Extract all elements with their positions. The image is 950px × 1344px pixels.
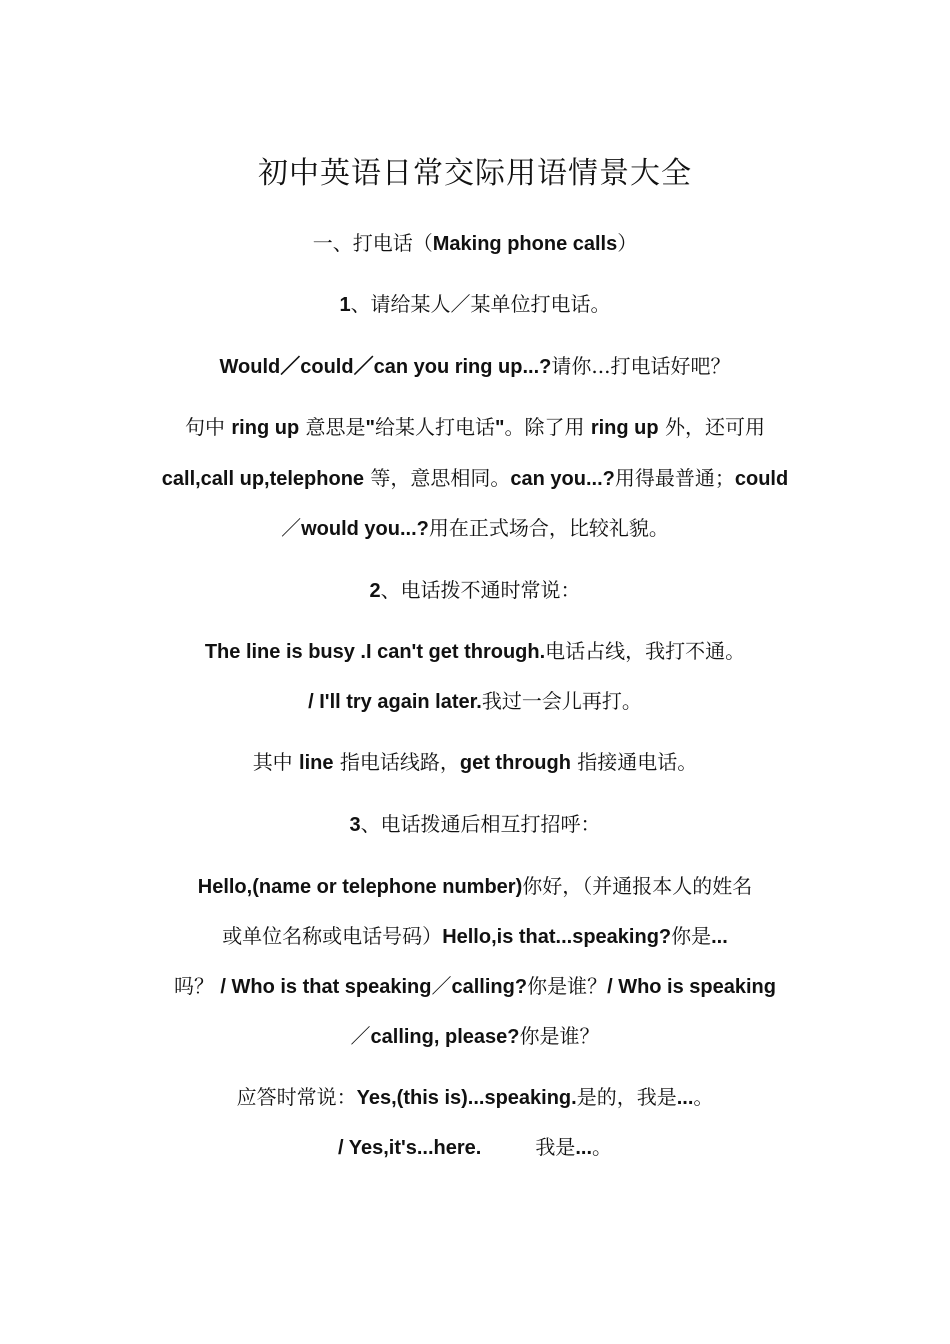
text-run: 。: [592, 1135, 613, 1159]
english-term: line: [299, 752, 334, 774]
text-run: 。除了用: [504, 415, 591, 439]
greeting-line-4: [0, 1022, 950, 1051]
quote-mark: ": [365, 417, 375, 439]
reply-line-1: [0, 1083, 950, 1112]
text-run: 或单位名称或电话号码）: [222, 924, 443, 948]
section-english: Making phone calls: [432, 233, 618, 255]
text-run: 指电话线路，: [333, 750, 460, 774]
point-1-heading: [0, 290, 950, 319]
point-text: 、电话拨不通时常说：: [380, 578, 581, 602]
text-run: 指接通电话。: [570, 750, 698, 774]
english-phrase: calling?: [451, 976, 528, 998]
chinese-meaning: 我是: [535, 1135, 576, 1159]
section-prefix: 一、打电话（: [312, 231, 433, 255]
explanation-line-get-through: [0, 748, 950, 777]
english-phrase: calling, please?: [370, 1026, 520, 1048]
english-term: could: [734, 468, 789, 490]
explanation-line-3: [0, 514, 950, 543]
text-run: 句中: [185, 415, 232, 439]
point-number: 3: [349, 814, 361, 836]
text-run: 吗？: [174, 974, 221, 998]
english-phrase: The line is busy .I can't get through.: [204, 641, 546, 663]
english-phrase: / Who is that speaking: [220, 976, 432, 998]
english-phrase: / Who is speaking: [607, 976, 776, 998]
english-phrase: Would／could／can you ring up...?: [219, 356, 552, 378]
chinese-meaning: 你是谁？: [527, 974, 608, 998]
ellipsis: ...: [575, 1137, 593, 1159]
english-term: ring up: [231, 417, 300, 439]
greeting-line-3: [0, 972, 950, 1001]
chinese-meaning: 请你...打电话好吧？: [551, 354, 731, 378]
ellipsis: ...: [676, 1087, 694, 1109]
text-run: ／: [281, 516, 302, 540]
text-run: 外，还可用: [658, 415, 765, 439]
english-term: would you...?: [301, 518, 429, 540]
phrase-ring-up: [0, 352, 950, 381]
english-phrase: Hello,(name or telephone number): [197, 876, 523, 898]
english-term: get through: [459, 752, 571, 774]
document-title: 初中英语日常交际用语情景大全: [258, 156, 692, 191]
point-3-heading: [0, 810, 950, 839]
english-phrase: Yes,(this is)...speaking.: [356, 1087, 577, 1109]
chinese-meaning: 是的，我是: [576, 1085, 677, 1109]
chinese-meaning: 你好，（并通报本人的姓名: [522, 874, 753, 898]
section-heading-phone-calls: [0, 229, 950, 258]
point-number: 1: [339, 294, 351, 316]
point-number: 2: [369, 580, 381, 602]
phrase-line-busy: [0, 637, 950, 666]
point-text: 、请给某人／某单位打电话。: [350, 292, 611, 316]
greeting-line-2: [0, 922, 950, 951]
text-run: ／: [431, 974, 452, 998]
text-run: ／: [350, 1024, 371, 1048]
text-run: 。: [693, 1085, 714, 1109]
text-run: 给某人打电话: [375, 415, 495, 439]
english-phrase: / Yes,it's...here.: [337, 1137, 482, 1159]
greeting-line-1: [0, 872, 950, 901]
section-suffix: ）: [617, 231, 638, 255]
point-text: 、电话拨通后相互打招呼：: [360, 812, 601, 836]
point-2-heading: [0, 576, 950, 605]
text-run: 应答时常说：: [236, 1085, 357, 1109]
explanation-line-2: [0, 464, 950, 493]
reply-line-2: [0, 1133, 950, 1162]
english-term: can you...?: [510, 468, 615, 490]
chinese-meaning: 你是谁？: [519, 1024, 600, 1048]
chinese-meaning: 我过一会儿再打。: [481, 689, 642, 713]
ellipsis: ...: [711, 926, 728, 948]
english-phrase: Hello,is that...speaking?: [442, 926, 672, 948]
text-run: 用在正式场合，比较礼貌。: [428, 516, 669, 540]
text-run: 等，意思相同。: [364, 466, 511, 490]
chinese-meaning: 你是: [671, 924, 712, 948]
phrase-try-again: [0, 687, 950, 716]
quote-mark: ": [495, 417, 505, 439]
text-run: 用得最普通；: [614, 466, 735, 490]
text-run: 其中: [252, 750, 300, 774]
chinese-meaning: 电话占线，我打不通。: [545, 639, 746, 663]
english-phrase: / I'll try again later.: [308, 691, 482, 713]
explanation-line-1: [0, 413, 950, 442]
english-term: ring up: [590, 417, 659, 439]
english-term: call,call up,telephone: [161, 468, 365, 490]
text-run: 意思是: [299, 415, 366, 439]
